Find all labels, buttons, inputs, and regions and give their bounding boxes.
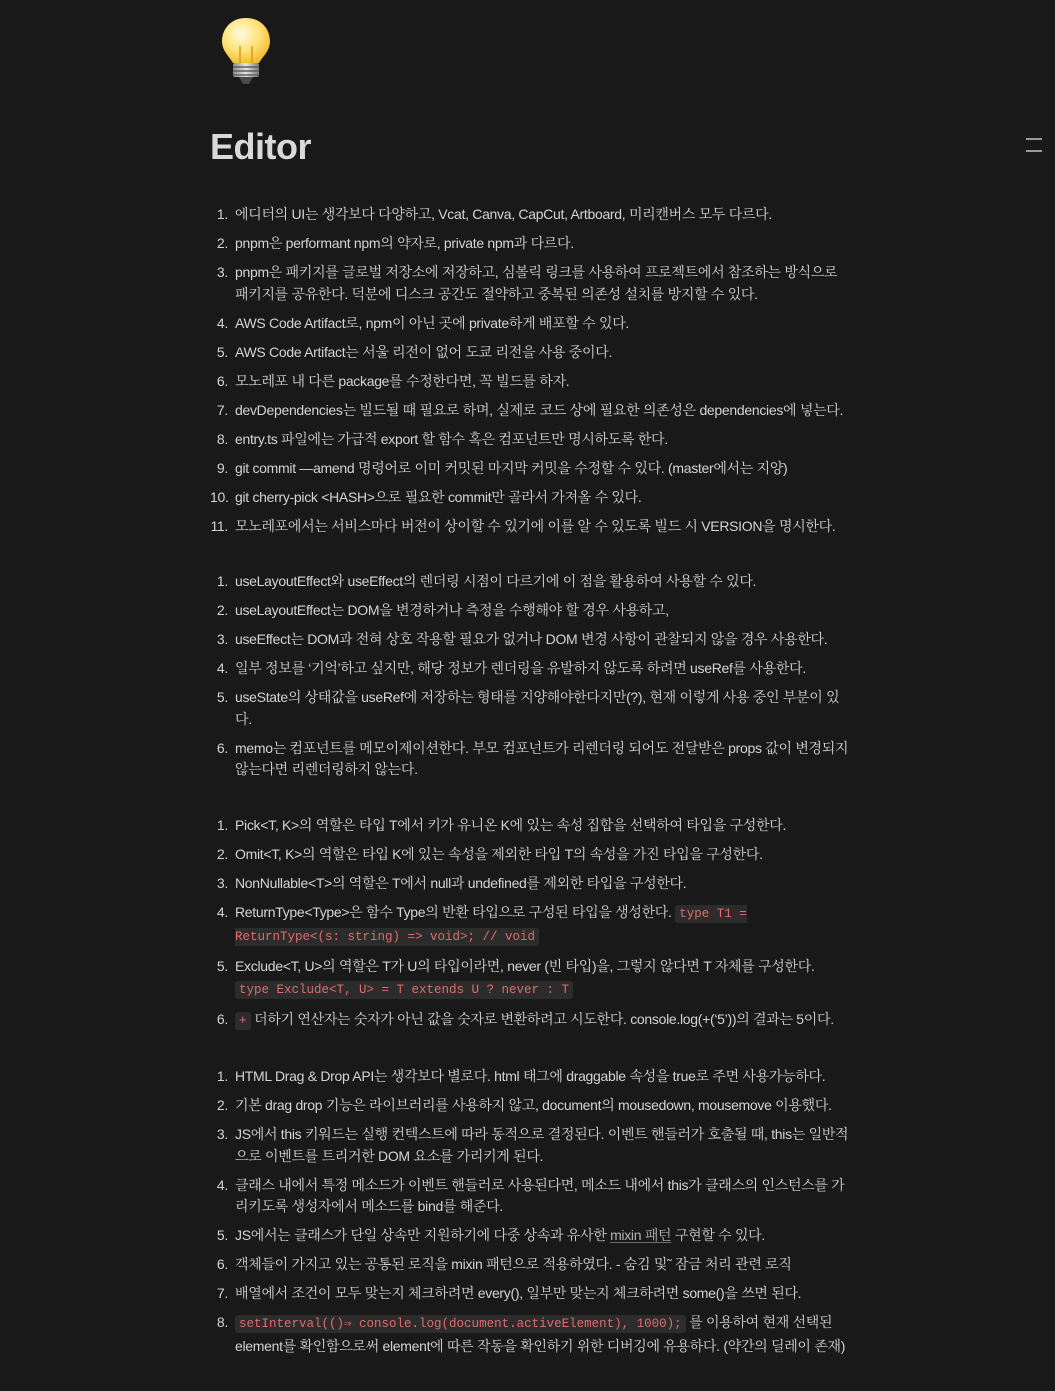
list-item[interactable] [210, 1283, 850, 1305]
list-item-number: 2. [216, 602, 228, 618]
list-item[interactable] [210, 738, 850, 781]
list-item-text: NonNullable<T>의 역할은 T에서 null과 undefined를 제외한 타입을 구성한다. [235, 874, 687, 891]
list-item[interactable] [210, 233, 850, 255]
numbered-list [210, 204, 850, 537]
list-item-body [235, 602, 669, 618]
list-item-text: 배열에서 조건이 모두 맞는지 체크하려면 every(), 일부만 맞는지 체크하려면 some()을 쓰면 된다. [235, 1285, 802, 1301]
list-item-body [235, 846, 763, 862]
list-item-body [235, 958, 815, 996]
list-item-number: 6. [216, 739, 228, 756]
list-item[interactable] [210, 629, 850, 651]
list-item[interactable] [210, 1095, 850, 1117]
list-item-number: 1. [216, 1068, 228, 1084]
list-item-number: 3. [216, 631, 228, 647]
list-item[interactable] [210, 844, 850, 866]
list-item-body [235, 904, 747, 944]
list-item[interactable] [210, 516, 850, 538]
numbered-list [210, 1066, 850, 1357]
list-item-number: 11. [210, 517, 228, 534]
list-item[interactable] [210, 873, 850, 895]
list-item-number: 2. [216, 235, 228, 251]
list-item[interactable] [210, 1312, 850, 1357]
list-item-text: pnpm은 performant npm의 약자로, private npm과 다르다. [235, 235, 574, 251]
inline-code: type T1 = ReturnType<(s: string) => void>; // void [235, 906, 747, 944]
list-item-text: useState의 상태값을 useRef에 저장하는 형태를 지양해야한다지만(?), 현재 이렇게 사용 중인 부분이 있다. [235, 689, 840, 727]
list-item[interactable] [210, 371, 850, 393]
list-item-text-after: 구현할 수 있다. [671, 1227, 765, 1243]
list-item-text: Omit<T, K>의 역할은 타입 K에 있는 속성을 제외한 타입 T의 속성을 가진 타입을 구성한다. [235, 845, 763, 862]
list-item-body [235, 1097, 832, 1113]
list-item-number: 2. [216, 845, 228, 862]
list-item-body [235, 431, 668, 447]
list-item-number: 5. [216, 343, 228, 360]
list-item-body [235, 518, 835, 534]
list-item[interactable] [210, 429, 850, 451]
list-item-text: entry.ts 파일에는 가급적 export 할 함수 혹은 컴포넌트만 명시하도록 한다. [235, 430, 668, 447]
list-item[interactable] [210, 313, 850, 335]
numbered-list [210, 815, 850, 1033]
list-item-text: 모노레포 내 다른 package를 수정한다면, 꼭 빌드를 하자. [235, 372, 570, 389]
list-item-text: git commit —amend 명령어로 이미 커밋된 마지막 커밋을 수정할 수 있다. (master에서는 지양) [235, 459, 788, 476]
page-title[interactable]: Editor [210, 126, 311, 167]
list-item-number: 4. [216, 1176, 228, 1193]
list-item-text: useLayoutEffect와 useEffect의 렌더링 시점이 다르기에 이 점을 활용하여 사용할 수 있다. [235, 573, 757, 589]
list-item-number: 5. [216, 1227, 228, 1243]
list-item-text: 클래스 내에서 특정 메소드가 이벤트 핸들러로 사용된다면, 메소드 내에서 this가 클래스의 인스턴스를 가리키도록 생성자에서 메소드를 bind를 해준다. [235, 1176, 845, 1214]
list-item[interactable] [210, 262, 850, 305]
list-item-text: 모노레포에서는 서비스마다 버전이 상이할 수 있기에 이를 알 수 있도록 빌드 시 VERSION을 명시한다. [235, 517, 836, 534]
list-item-body [235, 740, 848, 778]
list-item-text: Exclude<T, U>의 역할은 T가 U의 타입이라면, never (빈 타입)을, 그렇지 않다면 T 자체를 구성한다. [235, 958, 815, 974]
list-item-number: 3. [216, 264, 228, 280]
list-item[interactable] [210, 815, 850, 837]
list-item-body [235, 1285, 801, 1301]
list-item-number: 6. [216, 372, 228, 389]
list-item-text: 에디터의 UI는 생각보다 다양하고, Vcat, Canva, CapCut, Artboard, 미리캔버스 모두 다르다. [235, 206, 772, 222]
list-item-text: devDependencies는 빌드될 때 필요로 하며, 실제로 코드 상에 필요한 의존성은 dependencies에 넣는다. [235, 401, 844, 418]
list-item-text: Pick<T, K>의 역할은 타입 T에서 키가 유니온 K에 있는 속성 집합을 선택하여 타입을 구성한다. [235, 816, 787, 833]
list-item-body [235, 875, 686, 891]
list-item-body [235, 1177, 844, 1215]
list-item-body [235, 235, 574, 251]
list-item-text: git cherry-pick <HASH>으로 필요한 commit만 골라서 가져올 수 있다. [235, 488, 642, 505]
list-item-body [235, 689, 839, 727]
list-item-text: HTML Drag & Drop API는 생각보다 별로다. html 태그에 draggable 속성을 true로 주면 사용가능하다. [235, 1068, 826, 1084]
list-item-body [235, 1227, 765, 1243]
list-item-number: 4. [216, 660, 228, 676]
toc-line-icon [1026, 150, 1042, 152]
list-item[interactable] [210, 458, 850, 480]
mixin-pattern-link[interactable]: mixin 패턴 [610, 1227, 672, 1243]
list-item-number: 1. [216, 573, 228, 589]
list-item[interactable] [210, 687, 850, 730]
list-item[interactable] [210, 1175, 850, 1218]
inline-code: type Exclude<T, U> = T extends U ? never : T [235, 981, 573, 999]
list-item-text: 더하기 연산자는 숫자가 아닌 값을 숫자로 변환하려고 시도한다. console.log(+(‘5’))의 결과는 5이다. [250, 1010, 834, 1027]
list-item-number: 8. [216, 1314, 228, 1330]
list-item[interactable] [210, 1066, 850, 1088]
list-item-text: ReturnType<Type>은 함수 Type의 반환 타입으로 구성된 타입을 생성한다. [235, 903, 676, 920]
list-item[interactable] [210, 204, 850, 226]
list-item[interactable] [210, 1124, 850, 1167]
list-item-number: 8. [216, 430, 228, 447]
list-item-body [235, 1314, 845, 1354]
list-item[interactable] [210, 600, 850, 622]
page-content [210, 204, 850, 1391]
list-item-text: memo는 컴포넌트를 메모이제이션한다. 부모 컴포넌트가 리렌더링 되어도 전달받은 props 값이 변경되지 않는다면 리렌더링하지 않는다. [235, 739, 849, 777]
list-item-number: 4. [216, 314, 228, 331]
list-item-body [235, 402, 843, 418]
list-item-number: 1. [216, 816, 228, 833]
list-item[interactable] [210, 902, 850, 949]
list-item-body [235, 373, 569, 389]
table-of-contents-toggle[interactable] [1026, 138, 1042, 156]
list-item-body [235, 344, 612, 360]
inline-code: setInterval(()⇒ console.log(document.activeElement), 1000); [235, 1315, 686, 1333]
list-item-text: JS에서 this 키워드는 실행 컨텍스트에 따라 동적으로 결정된다. 이벤트 핸들러가 호출될 때, this는 일반적으로 이벤트를 트리거한 DOM 요소를 가리키게 된다. [235, 1126, 849, 1164]
list-item[interactable] [210, 400, 850, 422]
list-item-text: 기본 drag drop 기능은 라이브러리를 사용하지 않고, document의 mousedown, mousemove 이용했다. [235, 1097, 832, 1113]
list-item[interactable] [210, 1009, 850, 1033]
list-item-body [235, 489, 641, 505]
list-item-text: 를 이용하여 현재 선택된 element를 확인함으로써 element에 따른 작동을 확인하기 위한 디버깅에 유용하다. (약간의 딜레이 존재) [235, 1314, 846, 1354]
list-item-text: 객체들이 가지고 있는 공통된 로직을 mixin 패턴으로 적용하였다. - 숨김 및˜ 잠금 처리 관련 로직 [235, 1256, 792, 1272]
list-item[interactable] [210, 658, 850, 680]
list-item[interactable] [210, 342, 850, 364]
list-item-body [235, 1068, 825, 1084]
list-item-number: 6. [216, 1010, 228, 1027]
list-item-number: 3. [216, 1126, 228, 1142]
list-item-body [235, 315, 629, 331]
list-item[interactable] [210, 956, 850, 1001]
list-item-number: 5. [216, 958, 228, 974]
list-item-number: 7. [216, 401, 228, 418]
lightbulb-icon [218, 14, 274, 88]
list-item-text: AWS Code Artifact는 서울 리전이 없어 도쿄 리전을 사용 중이다. [235, 343, 613, 360]
list-item-text: useLayoutEffect는 DOM을 변경하거나 측정을 수행해야 할 경우 사용하고, [235, 602, 669, 618]
list-item[interactable] [210, 487, 850, 509]
list-item-body [235, 1256, 792, 1272]
list-item-number: 3. [216, 874, 228, 891]
list-item-number: 2. [216, 1097, 228, 1113]
numbered-list [210, 571, 850, 781]
list-item-body [235, 206, 772, 222]
list-item-number: 6. [216, 1256, 228, 1272]
list-item-body [235, 660, 806, 676]
list-item-text: useEffect는 DOM과 전혀 상호 작용할 필요가 없거나 DOM 변경 사항이 관찰되지 않을 경우 사용한다. [235, 631, 828, 647]
list-item-number: 10. [210, 488, 229, 505]
list-item[interactable] [210, 571, 850, 593]
list-item-body [235, 460, 787, 476]
inline-code: + [235, 1012, 251, 1030]
list-item-text: pnpm은 패키지를 글로벌 저장소에 저장하고, 심볼릭 링크를 사용하여 프로젝트에서 참조하는 방식으로 패키지를 공유한다. 덕분에 디스크 공간도 절약하고 중복된 의존성 설치를 방지할 수 있다. [235, 264, 838, 302]
list-item-body [235, 573, 756, 589]
list-item-body [235, 1011, 834, 1027]
list-item-body [235, 817, 786, 833]
list-item[interactable] [210, 1225, 850, 1247]
list-item-number: 7. [216, 1285, 228, 1301]
list-item[interactable] [210, 1254, 850, 1276]
toc-line-icon [1026, 138, 1042, 140]
list-item-text: AWS Code Artifact로, npm이 아닌 곳에 private하게 배포할 수 있다. [235, 314, 630, 331]
list-item-number: 5. [216, 689, 228, 705]
list-item-number: 9. [216, 459, 228, 476]
page-icon[interactable] [218, 14, 274, 88]
list-item-body [235, 631, 827, 647]
list-item-text: JS에서는 클래스가 단일 상속만 지원하기에 다중 상속과 유사한 [235, 1227, 611, 1243]
list-item-number: 1. [216, 206, 228, 222]
list-item-text: 일부 정보를 ‘기억’하고 싶지만, 해당 정보가 렌더링을 유발하지 않도록 하려면 useRef를 사용한다. [235, 660, 806, 676]
list-item-number: 4. [216, 903, 228, 920]
list-item-body [235, 1126, 848, 1164]
list-item-body [235, 264, 837, 302]
